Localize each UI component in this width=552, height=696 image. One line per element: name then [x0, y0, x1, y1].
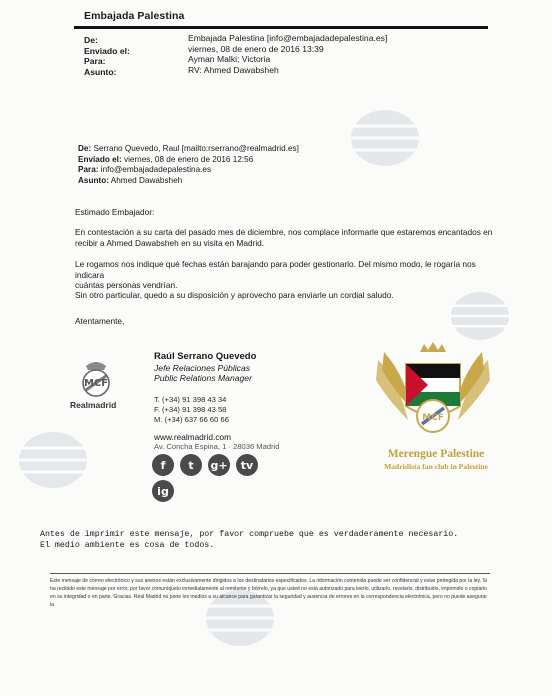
fwd-de-value: Serrano Quevedo, Raul [mailto:rserrano@realmadrid.es] — [93, 144, 299, 153]
paragraph-1 — [75, 227, 495, 248]
paragraph-3: Sin otro particular, quedo a su disposición y aprovecho para enviarle un cordial saludo. — [75, 290, 394, 300]
google-plus-icon[interactable]: g+ — [208, 454, 230, 476]
phone-number: T. (+34) 91 398 43 34 — [154, 395, 227, 404]
enviado-value: viernes, 08 de enero de 2016 13:39 — [188, 43, 324, 54]
svg-text:MCF: MCF — [83, 378, 109, 389]
real-madrid-crest-icon — [74, 356, 118, 400]
paragraph-2-line-2: cuántas personas vendrían. — [75, 280, 178, 291]
sender-title: Embajada Palestina — [84, 10, 185, 22]
paragraph-1-line-1: En contestación a su carta del pasado mes de diciembre, nos complace informarle que estaremos encantados en — [75, 227, 493, 237]
website-link[interactable]: www.realmadrid.com — [154, 432, 231, 442]
fax-number: F. (+34) 91 398 43 58 — [154, 404, 227, 414]
twitter-icon[interactable]: t — [180, 454, 202, 476]
tv-icon[interactable]: tv — [236, 454, 258, 476]
header-labels — [84, 35, 130, 77]
legal-disclaimer: Este mensaje de correo electrónico y sus anexos están exclusivamente dirigidos a los destinatarios especificados. La información contenida puede ser confidencial y estar protegida por la ley. Si ha recibido este mensaje por error, por favor comuníquelo inmediatamente al remitente y bórrelo, ya que usted no está autorizado para leerlo, utilizarlo, revelarlo, distribuirlo, imprimirlo o copiarlo en su integridad o en parte. Gracias. Real Madrid no pone los medios a su alcance para garantizar la seguridad y ausencia de errores en la correspondencia electrónica, pero no puede asegurar la — [50, 578, 488, 608]
badge-title: Merengue Palestine — [387, 448, 485, 460]
greeting: Estimado Embajador: — [75, 207, 155, 217]
para-value: Ayman Malki; Victoria — [188, 54, 271, 65]
mobile-number: M. (+34) 637 66 60 66 — [154, 414, 229, 424]
forwarded-header — [78, 144, 299, 186]
social-icons — [152, 454, 258, 476]
fwd-asunto-label: Asunto: — [78, 175, 109, 185]
watermark-globe — [18, 430, 88, 490]
asunto-label: Asunto: — [84, 66, 117, 77]
merengue-palestine-logo — [368, 340, 498, 450]
environment-note-line-1: Antes de imprimir este mensaje, por favor compruebe que es verdaderamente necesario. — [40, 530, 459, 539]
disclaimer-rule — [50, 573, 490, 574]
instagram-icon[interactable]: ig — [152, 480, 174, 502]
closing: Atentamente, — [75, 316, 125, 326]
paragraph-2-line-1: Le rogamos nos indique qué fechas están barajando para poder gestionarlo. Del mismo modo, le rogaría nos indicara — [75, 259, 476, 280]
de-label: De: — [84, 35, 98, 45]
fwd-para-value: info@embajadadepalestina.es — [100, 165, 212, 175]
fwd-enviado-label: Enviado el: — [78, 154, 122, 164]
social-icons-row-2 — [152, 480, 174, 502]
svg-text:MCF: MCF — [422, 413, 444, 423]
environment-note — [40, 530, 458, 552]
fwd-asunto-value: Ahmed Dawabsheh — [110, 175, 183, 185]
web-block — [154, 432, 280, 452]
fwd-de-label: De: — [78, 144, 92, 153]
signature-role-es: Jefe Relaciones Públicas — [154, 362, 251, 373]
club-name: Realmadrid — [70, 400, 117, 410]
de-value: Embajada Palestina [info@embajadadepalestina.es] — [188, 33, 388, 43]
signature-block — [154, 352, 256, 384]
signature-role-en: Public Relations Manager — [154, 373, 252, 384]
signature-name: Raúl Serrano Quevedo — [154, 351, 257, 362]
facebook-icon[interactable]: f — [152, 454, 174, 476]
watermark-globe — [350, 108, 420, 168]
header-values — [188, 33, 387, 75]
asunto-value: RV: Ahmed Dawabsheh — [188, 64, 279, 75]
badge-subtitle: Madridista fan club in Palestine — [384, 462, 488, 471]
paragraph-2 — [75, 259, 495, 291]
environment-note-line-2: El medio ambiente es cosa de todos. — [40, 540, 215, 550]
fwd-enviado-value: viernes, 08 de enero de 2016 12:56 — [123, 154, 254, 164]
fwd-para-label: Para: — [78, 165, 99, 175]
address: Av. Concha Espina, 1 · 28036 Madrid — [154, 442, 280, 451]
header-rule — [74, 26, 488, 29]
contact-numbers — [154, 395, 229, 424]
enviado-label: Enviado el: — [84, 45, 130, 56]
paragraph-1-line-2: recibir a Ahmed Dawabsheh en su visita en Madrid. — [75, 237, 265, 248]
para-label: Para: — [84, 56, 106, 67]
